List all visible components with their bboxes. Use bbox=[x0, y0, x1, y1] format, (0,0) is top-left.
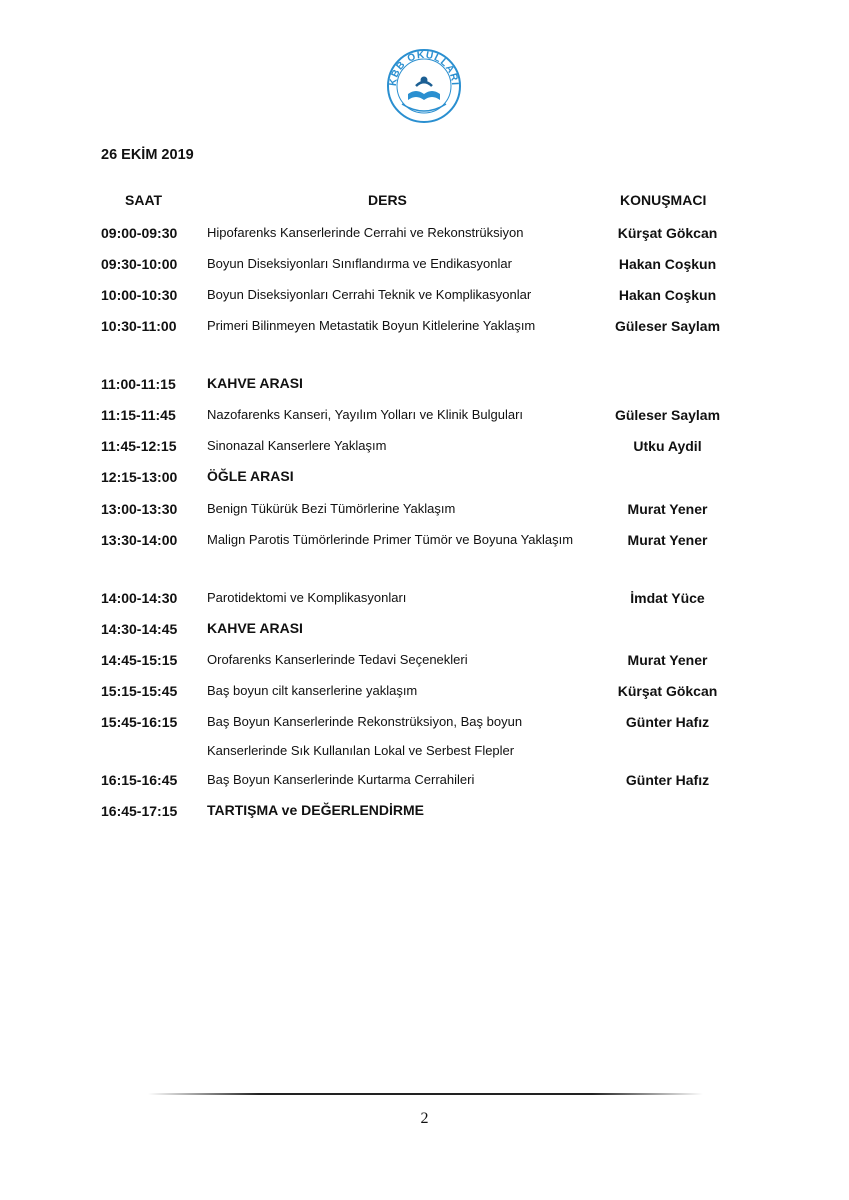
footer-divider bbox=[148, 1093, 703, 1095]
row-speaker: Günter Hafız bbox=[625, 714, 710, 730]
row-time: 10:30-11:00 bbox=[101, 318, 177, 334]
row-time: 10:00-10:30 bbox=[101, 287, 178, 303]
row-time: 15:15-15:45 bbox=[101, 683, 178, 699]
row-time: 13:00-13:30 bbox=[101, 501, 178, 517]
row-time: 14:45-15:15 bbox=[101, 652, 178, 668]
row-lesson: Nazofarenks Kanseri, Yayılım Yolları ve Klinik Bulguları bbox=[207, 407, 524, 422]
row-speaker: Utku Aydil bbox=[633, 438, 702, 454]
row-lesson: Benign Tükürük Bezi Tümörlerine Yaklaşım bbox=[207, 501, 456, 516]
row-speaker: Kürşat Gökcan bbox=[617, 683, 718, 699]
row-time: 16:45-17:15 bbox=[101, 803, 178, 819]
row-time: 12:15-13:00 bbox=[101, 469, 178, 485]
row-break-label: KAHVE ARASI bbox=[207, 375, 303, 391]
column-header-saat: SAAT bbox=[125, 192, 163, 208]
row-lesson: Sinonazal Kanserlere Yaklaşım bbox=[207, 438, 387, 453]
column-header-konusmaci: KONUŞMACI bbox=[620, 192, 707, 208]
row-time: 16:15-16:45 bbox=[101, 772, 178, 788]
program-date: 26 EKİM 2019 bbox=[101, 147, 194, 163]
row-lesson: Boyun Diseksiyonları Cerrahi Teknik ve Komplikasyonlar bbox=[207, 287, 532, 302]
row-lesson: Baş Boyun Kanserlerinde Rekonstrüksiyon, Baş boyun Kanserlerinde Sık Kullanılan Lokal ve Serbest Flepler bbox=[207, 714, 523, 758]
row-lesson: Baş Boyun Kanserlerinde Kurtarma Cerrahileri bbox=[207, 772, 475, 787]
row-speaker: Hakan Coşkun bbox=[618, 287, 717, 303]
row-time: 11:15-11:45 bbox=[101, 407, 176, 423]
row-break-label: ÖĞLE ARASI bbox=[207, 468, 294, 484]
row-lesson: Hipofarenks Kanserlerinde Cerrahi ve Rekonstrüksiyon bbox=[207, 225, 524, 240]
row-speaker: Güleser Saylam bbox=[614, 318, 721, 334]
row-speaker: Güleser Saylam bbox=[614, 407, 721, 423]
row-lesson: Orofarenks Kanserlerinde Tedavi Seçenekleri bbox=[207, 652, 468, 667]
row-time: 11:00-11:15 bbox=[101, 376, 176, 392]
row-time: 15:45-16:15 bbox=[101, 714, 178, 730]
row-break-label: KAHVE ARASI bbox=[207, 620, 303, 636]
row-time: 09:30-10:00 bbox=[101, 256, 178, 272]
kbb-okullari-logo bbox=[386, 48, 462, 124]
row-time: 09:00-09:30 bbox=[101, 225, 178, 241]
row-speaker: Murat Yener bbox=[627, 501, 708, 517]
row-lesson: Boyun Diseksiyonları Sınıflandırma ve Endikasyonlar bbox=[207, 256, 512, 271]
row-speaker: İmdat Yüce bbox=[630, 590, 705, 606]
row-speaker: Murat Yener bbox=[627, 652, 708, 668]
row-break-label: TARTIŞMA ve DEĞERLENDİRME bbox=[207, 802, 425, 818]
row-time: 14:00-14:30 bbox=[101, 590, 178, 606]
row-time: 13:30-14:00 bbox=[101, 532, 178, 548]
row-lesson: Parotidektomi ve Komplikasyonları bbox=[207, 590, 407, 605]
row-speaker: Murat Yener bbox=[627, 532, 708, 548]
row-speaker: Günter Hafız bbox=[625, 772, 710, 788]
row-time: 14:30-14:45 bbox=[101, 621, 178, 637]
row-speaker: Kürşat Gökcan bbox=[617, 225, 718, 241]
row-lesson: Baş boyun cilt kanserlerine yaklaşım bbox=[207, 683, 418, 698]
row-time: 11:45-12:15 bbox=[101, 438, 177, 454]
row-speaker: Hakan Coşkun bbox=[618, 256, 717, 272]
svg-text:KBB OKULLARI: KBB OKULLARI bbox=[387, 49, 461, 87]
page-number: 2 bbox=[420, 1110, 429, 1127]
row-lesson: Malign Parotis Tümörlerinde Primer Tümör ve Boyuna Yaklaşım bbox=[207, 532, 574, 547]
row-lesson: Primeri Bilinmeyen Metastatik Boyun Kitlelerine Yaklaşım bbox=[207, 318, 536, 333]
column-header-ders: DERS bbox=[368, 192, 407, 208]
